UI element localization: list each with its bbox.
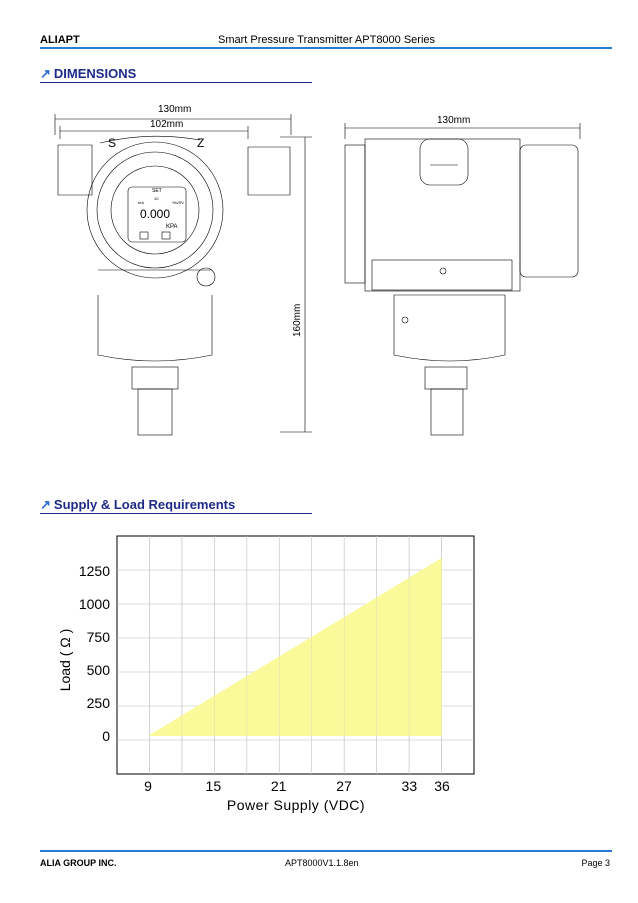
section-dimensions-underline [40,82,312,83]
display-mode-right: %URV [172,200,184,205]
section-supply-label: Supply & Load Requirements [53,497,236,512]
y-tick-label: 250 [86,695,110,711]
x-axis-label: Power Supply (VDC) [226,797,366,813]
footer-doc: APT8000V1.1.8en [285,858,359,868]
x-tick-label: 9 [144,778,152,794]
label-z: Z [197,136,205,150]
section-dimensions [40,66,136,82]
arrow-icon: ↗ [40,497,51,512]
dim-front-outer: 130mm [158,104,192,115]
footer-company: ALIA GROUP INC. [40,858,117,868]
dimension-drawing [0,95,638,445]
x-tick-label: 27 [336,778,352,794]
supply-load-chart [0,520,638,820]
y-tick-label: 750 [86,629,110,645]
dim-side: 130mm [437,115,471,126]
dim-front-inner: 102mm [150,119,184,130]
y-tick-label: 1250 [78,563,110,579]
section-supply-underline [40,513,312,514]
header-rule [40,47,612,49]
header-title: Smart Pressure Transmitter APT8000 Series [218,34,436,46]
header-brand: ALIAPT [40,34,80,46]
display-mode-mid: 10 [154,196,159,201]
display-unit: KPA [166,224,178,230]
footer-rule [40,850,612,852]
display-mode-left: mA [138,200,144,205]
arrow-icon: ↗ [40,66,51,81]
y-tick-label: 1000 [78,596,110,612]
x-tick-label: 21 [270,778,287,794]
dim-height: 160mm [292,303,303,337]
x-tick-label: 15 [205,778,222,794]
label-s: S [108,136,117,150]
y-tick-label: 500 [86,662,110,678]
y-tick-label: 0 [102,728,110,744]
page-header [40,30,610,48]
x-tick-label: 33 [401,778,418,794]
display-set: SET [152,188,162,194]
section-supply [40,497,235,513]
section-dimensions-label: DIMENSIONS [53,66,137,81]
x-tick-label: 36 [434,778,450,794]
y-axis-label: Load ( Ω ) [57,628,73,692]
display-value: 0.000 [140,207,171,221]
footer-page: Page 3 [581,858,610,868]
